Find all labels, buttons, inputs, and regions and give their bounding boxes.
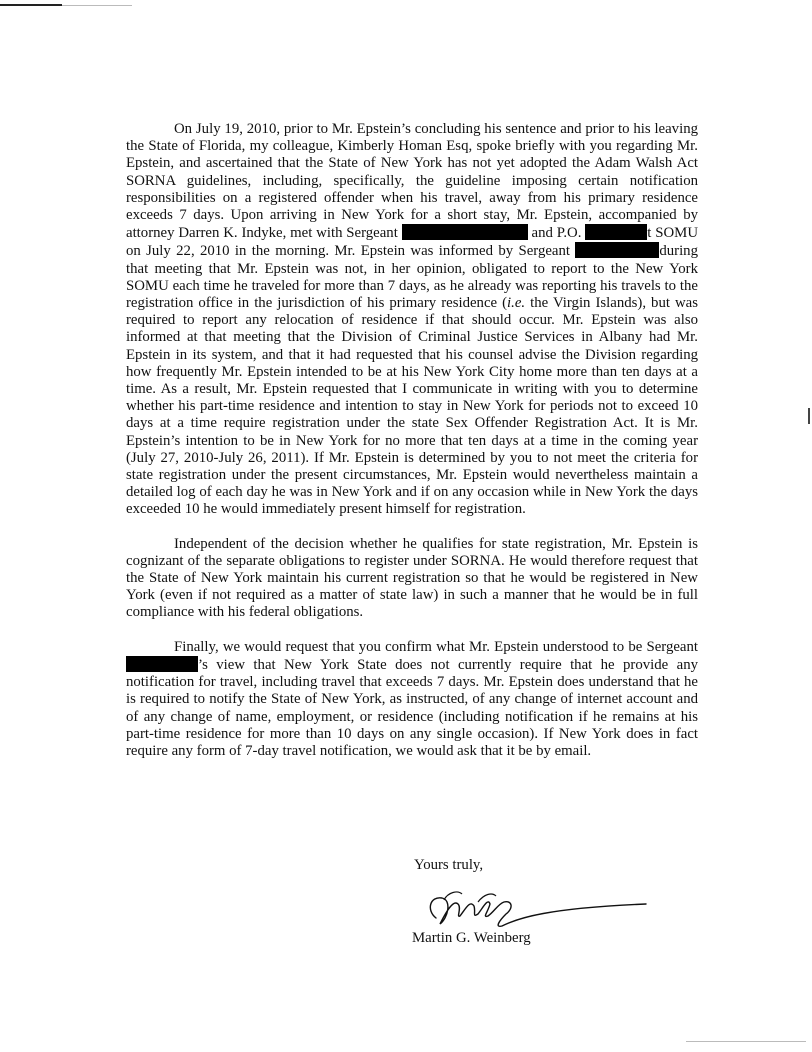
paragraph-1-text: On July 19, 2010, prior to Mr. Epstein’s concluding his sentence and prior to his leaving the State of Florida, my colleague, Kimberly Homan Esq, spoke briefly with you regarding Mr. Epstein, and ascertained that the State of New York has not yet adopted the Adam Walsh Act SORNA guidelines, including, specifically, the guideline imposing certain notification responsibilities on a registered offender when his travel, away from his primary residence exceeds 7 days. Upon arriving in New York for a short stay, Mr. Epstein, accompanied by attorney Darren K. Indyke, met with Sergeant [126,121,698,242]
paragraph-1-text: and P.O. [531,225,582,242]
paragraph-3-text: Finally, we would request that you confirm what Mr. Epstein understood to be Sergeant [174,638,698,655]
redaction-box [126,656,198,672]
scan-artifact-line [0,4,62,6]
ie-abbrev: i.e. [507,295,526,312]
paragraph-3-text: ’s view that New York State does not currently require that he provide any notification for travel, including travel that exceeds 7 days. Mr. Epstein does understand that he is required to notify the State of New York, as instructed, of any change of internet account and of any change of name, employment, or residence (including notification if he remains at his part-time residence for more than 10 days on any single occasion). If New York does in fact require any form of 7-day travel notification, we would ask that it be by email. [126,656,698,759]
signature-image [418,878,648,938]
redaction-box [402,224,528,240]
paragraph-1 [126,121,698,519]
redaction-box [585,224,647,240]
signer-name: Martin G. Weinberg [412,930,531,946]
redaction-box [575,242,659,258]
closing: Yours truly, [414,857,484,873]
paragraph-1-text: the Virgin Islands), but was required to report any relocation of residence if that should occur. Mr. Epstein was also informed at that meeting that the Division of Criminal Justice Services in Albany had Mr. Epstein in its system, and that it had requested that his counsel advise the Division regarding how frequently Mr. Epstein intended to be at his New York City home more than ten days at a time. As a result, Mr. Epstein requested that I communicate in writing with you to determine whether his part-time residence and intention to stay in New York for periods not to exceed 10 days at a time require registration under the state Sex Offender Registration Act. It is Mr. Epstein’s intention to be in New York for no more that ten days at a time in the coming year (July 27, 2010-July 26, 2011). If Mr. Epstein is determined by you to not meet the criteria for state registration under the present circumstances, Mr. Epstein would nevertheless maintain a detailed log of each day he was in New York and if on any occasion while in New York the days exceeded 10 he would immediately present himself for registration. [126,295,698,518]
paragraph-1-text: during that meeting that Mr. Epstein was not, in her opinion, obligated to report to the New York SOMU each time he traveled for more than 7 days, as he already was reporting his travels to the registration office in the jurisdiction of his primary residence ( [126,243,698,312]
paragraph-1-text: t SOMU on July 22, 2010 in the morning. Mr. Epstein was informed by Sergeant [126,225,698,260]
letter-body [126,121,698,777]
scan-artifact-mark [808,408,810,424]
paragraph-3 [126,639,698,760]
scan-artifact-line [686,1041,806,1042]
paragraph-2: Independent of the decision whether he qualifies for state registration, Mr. Epstein is cognizant of the separate obligations to register under SORNA. He would therefore request that the State of New York maintain his current registration so that he would be registered in New York (even if not required as a matter of state law) in such a manner that he would be in full compliance with his federal obligations. [126,535,698,621]
scan-artifact-line [62,5,132,6]
